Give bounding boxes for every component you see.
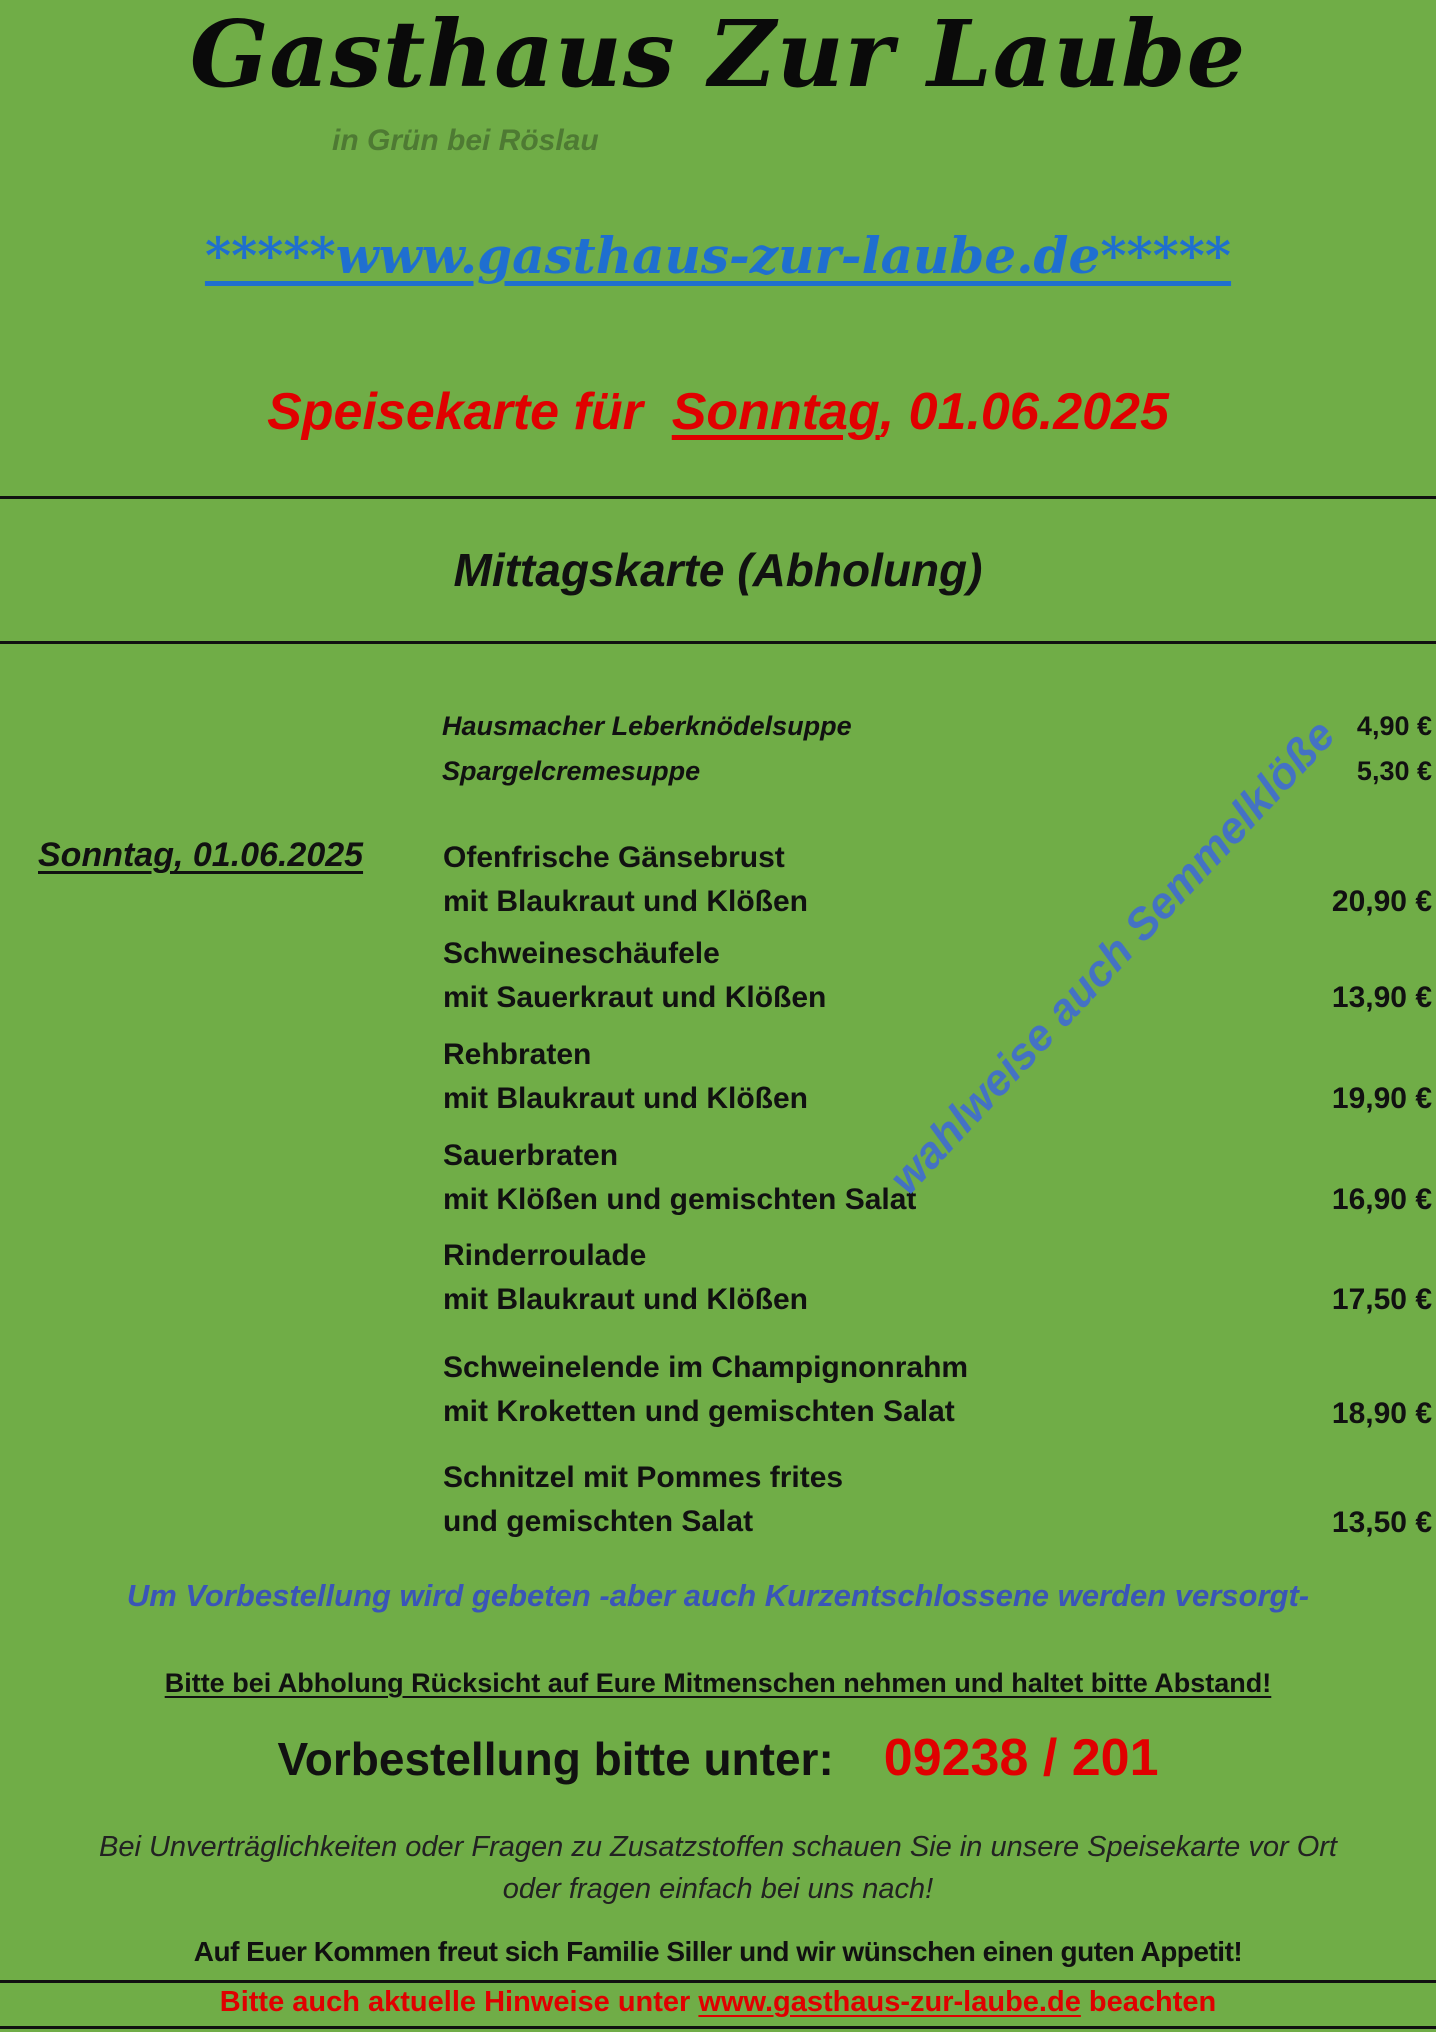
dish-item — [443, 836, 808, 924]
dish-side: mit Kroketten und gemischten Salat — [443, 1395, 955, 1428]
footer-divider-bottom — [0, 2026, 1436, 2029]
dish-price: 13,90 € — [1331, 981, 1432, 1014]
dish-name: Schweineschäufele — [443, 937, 720, 970]
footer-divider-top — [0, 1980, 1436, 1983]
dish-name: Rinderroulade — [443, 1239, 647, 1272]
dish-item — [443, 1456, 843, 1544]
dish-price: 19,90 € — [1331, 1082, 1432, 1115]
dish-name: Rehbraten — [443, 1038, 592, 1071]
dish-name: Sauerbraten — [443, 1139, 619, 1172]
allergy-note — [0, 1826, 1436, 1910]
dish-price: 13,50 € — [1331, 1506, 1432, 1539]
welcome-note: Auf Euer Kommen freut sich Familie Siller und wir wünschen einen guten Appetit! — [193, 1936, 1243, 1967]
dish-item — [443, 1033, 808, 1121]
menu-date-heading — [0, 382, 1436, 442]
divider-bottom — [0, 641, 1436, 644]
dish-price: 18,90 € — [1331, 1397, 1432, 1430]
soup-price: 4,90 € — [1356, 711, 1432, 741]
allergy-line: oder fragen einfach bei uns nach! — [502, 1873, 934, 1905]
preorder-note: Um Vorbestellung wird gebeten -aber auch Kurzentschlossene werden versorgt- — [126, 1578, 1310, 1613]
allergy-line: Bei Unverträglichkeiten oder Fragen zu Zusatzstoffen schauen Sie in unsere Speisekarte vor Ort — [99, 1831, 1337, 1863]
dish-name: Ofenfrische Gänsebrust — [443, 841, 785, 874]
soup-name: Spargelcremesuppe — [442, 756, 701, 786]
side-date: Sonntag, 01.06.2025 — [38, 836, 364, 874]
menu-date-prefix: Speisekarte für — [267, 383, 643, 441]
footer-prefix: Bitte auch aktuelle Hinweise unter — [219, 1986, 691, 2018]
order-label: Vorbestellung bitte unter: — [277, 1733, 834, 1785]
restaurant-title: Gasthaus Zur Laube — [189, 0, 1247, 108]
soup-name: Hausmacher Leberknödelsuppe — [442, 711, 852, 741]
restaurant-location: in Grün bei Röslau — [332, 124, 599, 157]
dish-side: und gemischten Salat — [443, 1505, 754, 1538]
footer-website-link[interactable]: www.gasthaus-zur-laube.de — [698, 1986, 1081, 2018]
dish-side: mit Blaukraut und Klößen — [443, 1082, 809, 1115]
soup-price: 5,30 € — [1356, 756, 1432, 786]
dish-item — [443, 932, 826, 1020]
dish-name: Schweinelende im Champignonrahm — [443, 1351, 969, 1384]
menu-date-date: , 01.06.2025 — [879, 383, 1169, 441]
dish-side: mit Blaukraut und Klößen — [443, 885, 809, 918]
dumpling-note-watermark: wahlweise auch Semmelklöße — [880, 710, 1345, 1204]
dish-price: 16,90 € — [1331, 1183, 1432, 1216]
dish-price: 17,50 € — [1331, 1283, 1432, 1316]
dish-side: mit Klößen und gemischten Salat — [443, 1183, 917, 1216]
dish-price: 20,90 € — [1331, 885, 1432, 918]
menu-date-day: Sonntag — [671, 383, 880, 441]
dish-name: Schnitzel mit Pommes frites — [443, 1461, 844, 1494]
divider-top — [0, 496, 1436, 499]
phone-number[interactable]: 09238 / 201 — [883, 1729, 1159, 1787]
dish-item — [443, 1346, 968, 1434]
footer-suffix: beachten — [1088, 1986, 1217, 2018]
dish-item — [443, 1134, 916, 1222]
dish-side: mit Blaukraut und Klößen — [443, 1283, 809, 1316]
distance-note: Bitte bei Abholung Rücksicht auf Eure Mitmenschen nehmen und haltet bitte Abstand! — [164, 1668, 1272, 1698]
order-line — [0, 1728, 1436, 1788]
footer-note — [0, 1986, 1436, 2019]
section-title: Mittagskarte (Abholung) — [453, 544, 983, 596]
dish-side: mit Sauerkraut und Klößen — [443, 981, 827, 1014]
dish-item — [443, 1234, 808, 1322]
website-link[interactable]: *****www.gasthaus-zur-laube.de***** — [204, 226, 1232, 285]
